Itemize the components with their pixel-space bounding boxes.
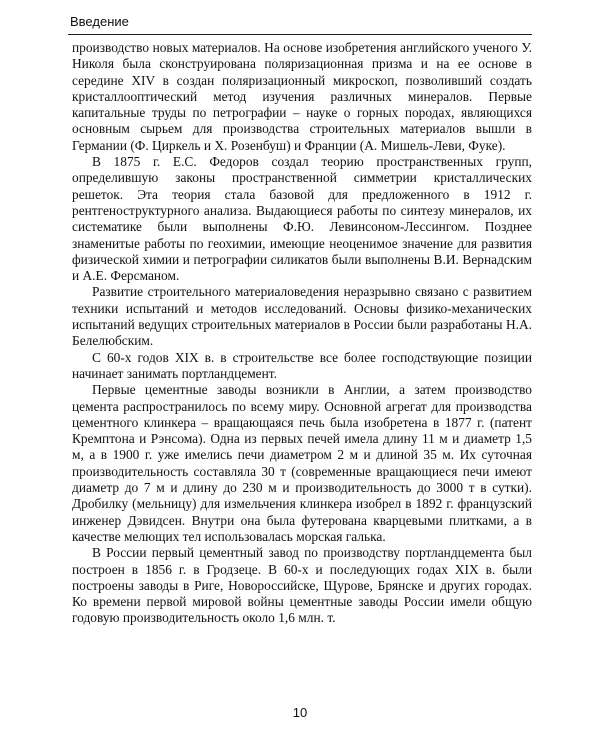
page-number: 10 bbox=[292, 705, 308, 720]
page-body bbox=[72, 40, 532, 627]
running-header-title: Введение bbox=[70, 14, 129, 29]
paragraph-testing-methods: Развитие строительного материаловедения неразрывно связано с развитием техники испытаний и методов исследований. Основы физико-механических испытаний ведущих строительных материалов в России были разработаны Н.А. Белелюбским. bbox=[72, 284, 532, 349]
paragraph-russia-plants: В России первый цементный завод по производству портландцемента был построен в 1856 г. в Гродзеце. В 60-х и последующих годах XIX в. были построены заводы в Риге, Новороссийске, Щурове, Брянске и других городах. Ко времени первой мировой войны цементные заводы России имели общую годовую производительность около 1,6 млн. т. bbox=[72, 545, 532, 626]
paragraph-fedorov: В 1875 г. Е.С. Федоров создал теорию пространственных групп, определившую законы пространственной симметрии кристаллических решеток. Эта теория стала базовой для предложенного в 1912 г. рентгеноструктурного анализа. Выдающиеся работы по синтезу минералов, их систематике были выполнены Ф.Ю. Левинсоном-Лессингом. Позднее знаменитые работы по геохимии, имеющие неоценимое значение для развития физической химии и петрографии силикатов были выполнены В.И. Вернадским и А.Е. Ферсманом. bbox=[72, 154, 532, 284]
paragraph-cement-plants: Первые цементные заводы возникли в Англии, а затем производство цемента распространилось по всему миру. Основной агрегат для производства цементного клинкера – вращающаяся печь была изобретена в 1877 г. (патент Кремптона и Рэнсома). Одна из первых печей имела длину 11 м и диаметр 1,5 м, а в 1900 г. уже имелись печи диаметром 2 м и длиной 35 м. Их суточная производительность составляла 30 т (современные вращающиеся печи имеют диаметр до 7 м и длину до 230 м и производительность до 3000 т в сутки). Дробилку (мельницу) для измельчения клинкера изобрел в 1892 г. французский инженер Дэвидсен. Внутри она была футерована кварцевыми плитками, а в качестве мелющих тел использовалась морская галька. bbox=[72, 382, 532, 544]
paragraph-continuation: производство новых материалов. На основе изобретения английского ученого У. Николя была сконструирована поляризационная призма и на ее основе в середине XIV в создан поляризационный микроскоп, позволивший создать кристаллооптический метод изучения различных минералов. Первые капитальные труды по петрографии – науке о горных породах, являющихся основным сырьем для производства строительных материалов вышли в Германии (Ф. Циркель и Х. Розенбуш) и Франции (А. Мишель-Леви, Фуке). bbox=[72, 40, 532, 153]
paragraph-portland-cement: С 60-х годов XIX в. в строительстве все более господствующие позиции начинает занимать портландцемент. bbox=[72, 349, 532, 381]
header-divider bbox=[68, 34, 532, 35]
